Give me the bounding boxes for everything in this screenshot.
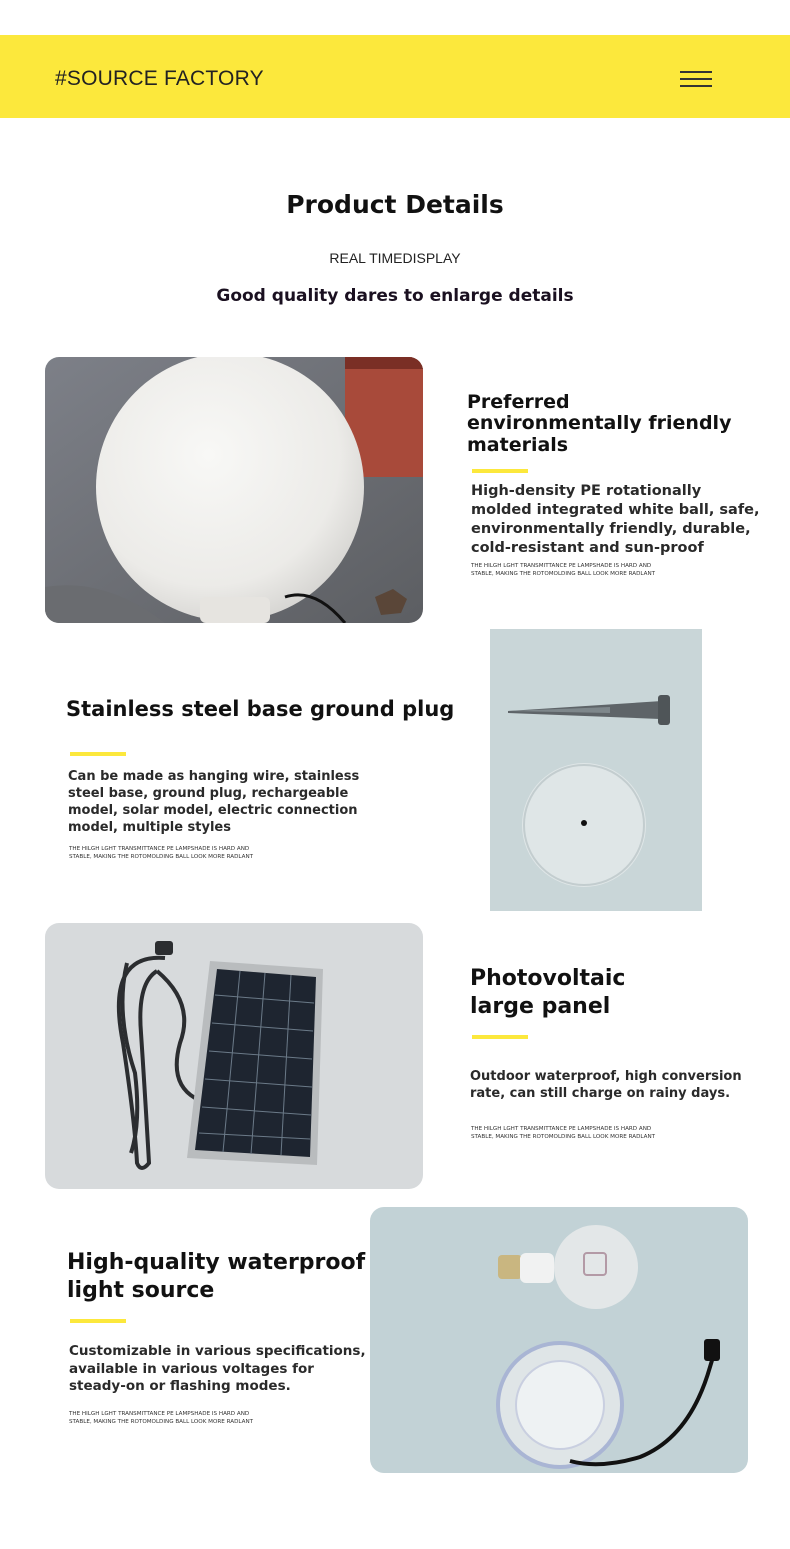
page-subtitle: REAL TIMEDISPLAY [329, 250, 461, 266]
light-source-photo [370, 1207, 748, 1473]
brand-logo-text[interactable]: #SOURCE FACTORY [55, 67, 264, 90]
page-title: Product Details [286, 190, 504, 219]
feature-2-note: THE HILGH LGHT TRANSMITTANCE PE LAMPSHADE IS HARD AND STABLE, MAKING THE ROTOMOLDING BALL LOOK MORE RADLANT [69, 846, 254, 861]
accent-bar [472, 469, 528, 473]
feature-3-note: THE HILGH LGHT TRANSMITTANCE PE LAMPSHADE IS HARD AND STABLE, MAKING THE ROTOMOLDING BALL LOOK MORE RADLANT [471, 1126, 656, 1141]
accent-bar [472, 1035, 528, 1039]
feature-2-description: Can be made as hanging wire, stainless steel base, ground plug, rechargeable model, solar model, electric connection model, multiple styles [68, 769, 360, 836]
feature-1-title: Preferred environmentally friendly materials [467, 391, 732, 456]
feature-2-title: Stainless steel base ground plug [66, 697, 455, 721]
solar-panel-photo [45, 923, 423, 1189]
ground-plug-base-photo [490, 629, 702, 911]
feature-3-title: Photovoltaic large panel [470, 966, 626, 1019]
top-header [0, 35, 790, 118]
accent-bar [70, 1319, 126, 1323]
feature-3-description: Outdoor waterproof, high conversion rate, can still charge on rainy days. [470, 1069, 742, 1102]
feature-1-description: High-density PE rotationally molded integrated white ball, safe, environmentally friendly, durable, cold-resistant and sun-proof [471, 483, 760, 557]
accent-bar [70, 752, 126, 756]
white-ball-photo [45, 357, 423, 623]
feature-1-note: THE HILGH LGHT TRANSMITTANCE PE LAMPSHADE IS HARD AND STABLE, MAKING THE ROTOMOLDING BALL LOOK MORE RADLANT [471, 563, 656, 578]
page-tagline: Good quality dares to enlarge details [216, 286, 574, 306]
feature-4-note: THE HILGH LGHT TRANSMITTANCE PE LAMPSHADE IS HARD AND STABLE, MAKING THE ROTOMOLDING BALL LOOK MORE RADLANT [69, 1411, 254, 1426]
feature-4-description: Customizable in various specifications, available in various voltages for steady-on or flashing modes. [69, 1343, 366, 1395]
hamburger-menu-icon[interactable] [680, 71, 712, 87]
feature-4-title: High-quality waterproof light source [67, 1250, 366, 1303]
